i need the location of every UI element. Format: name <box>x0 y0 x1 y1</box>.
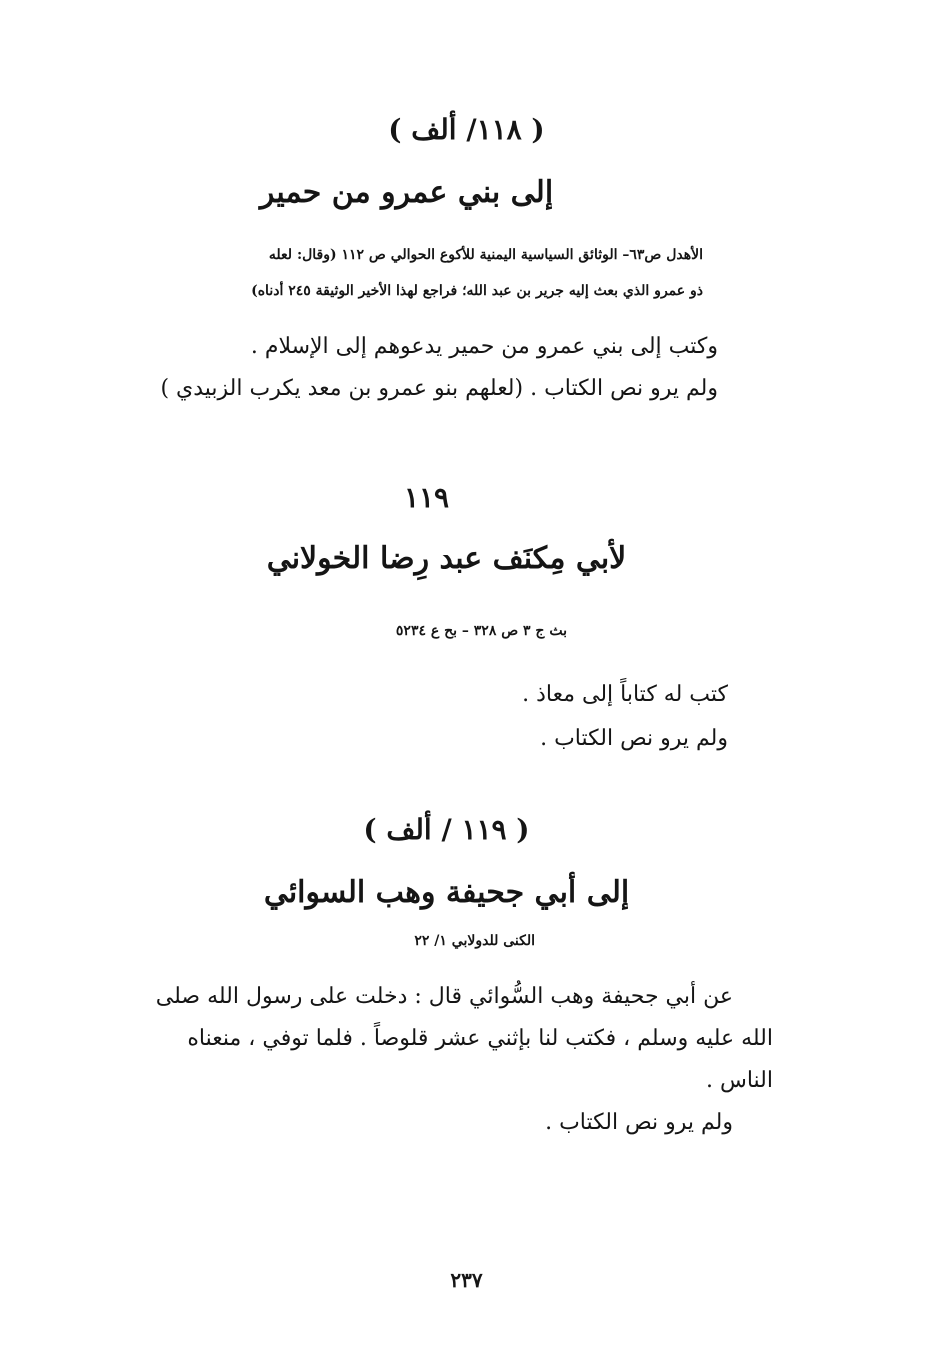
source-line: الأهدل ص٦٣– الوثائق السياسية اليمنية للأكوع الحوالي ص ١١٢ (وقال: لعله <box>268 247 703 263</box>
source-line: ذو عمرو الذي بعث إليه جرير بن عبد الله؛ فراجع لهذا الأخير الوثيقة ٢٤٥ أدناه) <box>251 283 703 299</box>
source-line: الكنى للدولابي ١/ ٢٢ <box>414 933 535 949</box>
section-title: إلى بني عمرو من حمير <box>259 175 554 210</box>
body-line: الله عليه وسلم ، فكتب لنا بإثني عشر قلوصاً . فلما توفي ، منعناه <box>187 1026 773 1051</box>
section-title: لأبي مِكنَف عبد رِضا الخولاني <box>266 541 627 576</box>
body-line: ولم يرو نص الكتاب . <box>540 726 728 751</box>
section-number: ١١٩ <box>403 481 450 514</box>
body-line: ولم يرو نص الكتاب . <box>545 1110 733 1135</box>
body-line: عن أبي جحيفة وهب السُّوائي قال : دخلت على رسول الله صلى <box>155 984 733 1009</box>
body-line: كتب له كتاباً إلى معاذ . <box>522 682 728 707</box>
body-line: الناس . <box>706 1068 773 1093</box>
section-number: ( ١١٨/ ألف ) <box>388 113 545 146</box>
source-line: بث ج ٣ ص ٣٢٨ – بح ع ٥٢٣٤ <box>395 623 567 639</box>
section-title: إلى أبي جحيفة وهب السوائي <box>263 875 630 910</box>
body-line: ولم يرو نص الكتاب . (لعلهم بنو عمرو بن معد يكرب الزبيدي ) <box>160 376 718 401</box>
page-number: ٢٣٧ <box>450 1268 483 1292</box>
body-line: وكتب إلى بني عمرو من حمير يدعوهم إلى الإسلام . <box>250 334 718 359</box>
section-number: ( ١١٩ / ألف ) <box>363 813 530 846</box>
